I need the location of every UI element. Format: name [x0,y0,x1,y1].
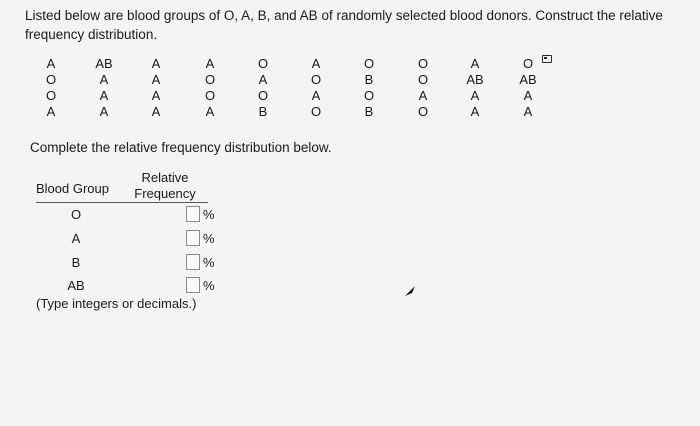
grid-cell: O [257,56,269,71]
mouse-pointer-icon [403,284,417,298]
header-divider [36,202,208,203]
grid-cell: O [204,88,216,103]
table-row-ab [36,276,236,296]
grid-cell: O [363,88,375,103]
instruction-text: Complete the relative frequency distribution below. [30,140,332,155]
grid-cell: A [311,88,321,103]
grid-cell: A [46,104,56,119]
grid-cell: B [364,104,374,119]
relative-frequency-ab-input[interactable] [186,277,200,293]
grid-cell: A [258,72,268,87]
grid-cell: O [310,72,322,87]
grid-cell: O [417,104,429,119]
row-label: AB [67,278,85,293]
grid-cell: A [46,56,56,71]
grid-cell: O [417,72,429,87]
blood-group-data-grid [36,56,576,120]
grid-cell: AB [466,72,484,87]
row-label: B [71,255,81,270]
grid-cell: A [151,72,161,87]
grid-cell: O [257,88,269,103]
grid-cell: A [470,56,480,71]
grid-cell: A [311,56,321,71]
grid-cell: AB [519,72,537,87]
relative-frequency-b-input[interactable] [186,254,200,270]
relative-header-line2: Frequency [134,186,196,201]
relative-frequency-header [130,170,200,202]
grid-cell: A [99,88,109,103]
grid-cell: A [151,104,161,119]
relative-frequency-a-input[interactable] [186,230,200,246]
table-row-a [36,229,236,249]
blood-group-header: Blood Group [36,181,109,196]
grid-cell: B [258,104,268,119]
relative-frequency-o-input[interactable] [186,206,200,222]
grid-cell: O [45,72,57,87]
grid-cell: A [523,88,533,103]
grid-cell: A [205,104,215,119]
grid-cell: O [522,56,534,71]
percent-unit: % [203,231,215,246]
grid-cell: B [364,72,374,87]
percent-unit: % [203,255,215,270]
row-label: O [70,207,82,222]
grid-cell: A [418,88,428,103]
input-format-note: (Type integers or decimals.) [36,296,197,311]
grid-cell: AB [95,56,113,71]
grid-cell: O [310,104,322,119]
grid-cell: O [417,56,429,71]
grid-cell: A [151,56,161,71]
row-label: A [71,231,81,246]
grid-cell: A [99,104,109,119]
grid-cell: A [99,72,109,87]
grid-cell: A [151,88,161,103]
expand-data-icon[interactable] [542,55,552,63]
grid-cell: O [204,72,216,87]
percent-unit: % [203,207,215,222]
percent-unit: % [203,278,215,293]
table-row-o [36,205,236,225]
relative-header-line1: Relative [141,170,189,185]
table-row-b [36,253,236,273]
grid-cell: A [470,88,480,103]
question-prompt: Listed below are blood groups of O, A, B, and AB of randomly selected blood donors. Construct the relative frequency distribution. [25,8,663,42]
grid-cell: A [470,104,480,119]
grid-cell: O [45,88,57,103]
grid-cell: A [205,56,215,71]
grid-cell: A [523,104,533,119]
grid-cell: O [363,56,375,71]
